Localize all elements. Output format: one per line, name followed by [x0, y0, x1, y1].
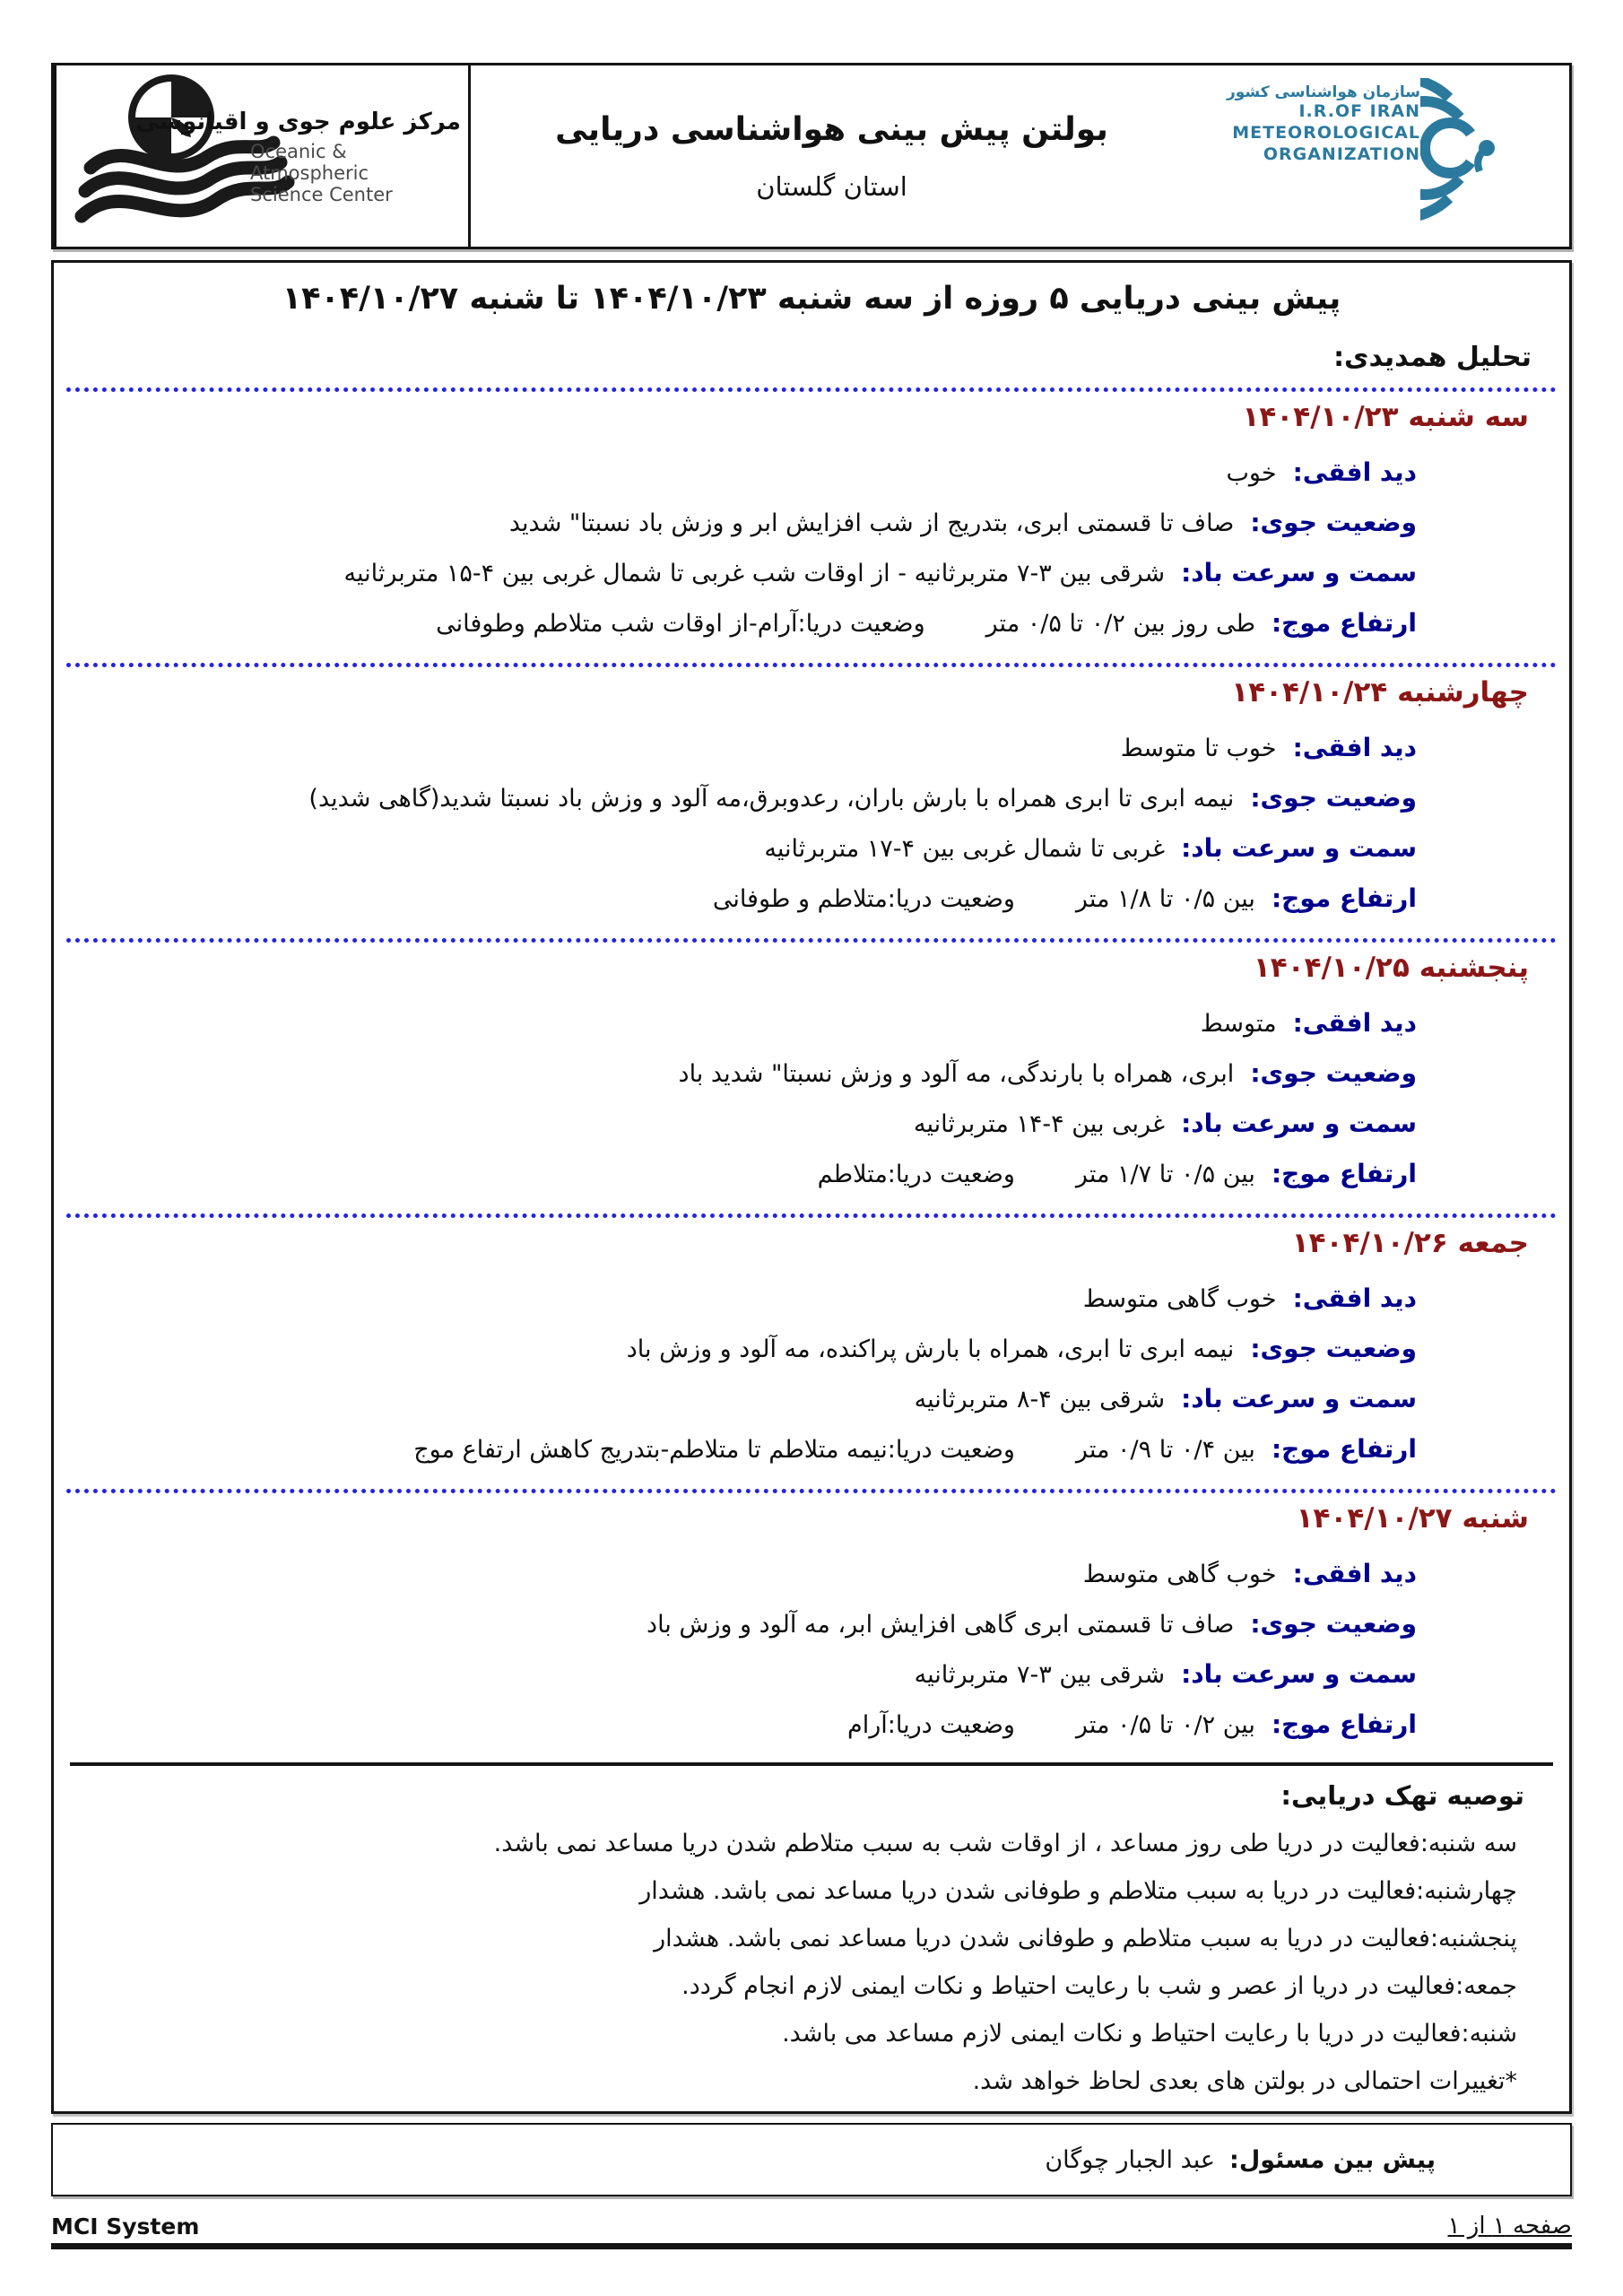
weather-label: وضعیت جوی:	[1250, 783, 1417, 813]
dotted-separator	[66, 938, 1557, 943]
imo-cell	[1193, 65, 1569, 247]
weather-row	[72, 1324, 1417, 1374]
visibility-row	[72, 723, 1417, 773]
wave-value: بین ۰/۵ تا ۱/۷ متر	[1075, 1161, 1255, 1188]
sea-state-value: وضعیت دریا:متلاطم و طوفانی	[712, 885, 1015, 913]
dotted-separator	[66, 1489, 1557, 1493]
forecaster-label: پیش بین مسئول:	[1229, 2145, 1436, 2174]
marine-advisory-heading: توصیه تهک دریایی:	[1280, 1780, 1524, 1811]
day-section-tuesday	[54, 401, 1569, 667]
wind-row	[72, 548, 1417, 598]
wave-row	[72, 598, 1417, 648]
visibility-value: خوب	[1226, 459, 1277, 487]
weather-row	[72, 1599, 1417, 1649]
oceanic-center-text	[135, 109, 461, 206]
weather-label: وضعیت جوی:	[1250, 1609, 1417, 1639]
day-rows	[72, 448, 1417, 648]
solid-separator	[70, 1762, 1553, 1766]
advisory-line: شنبه:فعالیت در دریا با رعایت احتیاط و نکات ایمنی لازم مساعد می باشد.	[782, 2020, 1517, 2048]
wave-row	[72, 874, 1417, 924]
wave-value: بین ۰/۴ تا ۰/۹ متر	[1075, 1436, 1255, 1464]
wind-label: سمت و سرعت باد:	[1181, 1109, 1417, 1138]
day-heading: جمعه ۱۴۰۴/۱۰/۲۶	[1291, 1227, 1529, 1259]
weather-value: ابری، همراه با بارندگی، مه آلود و وزش نسبتا" شدید باد	[678, 1060, 1235, 1088]
oceanic-center-name-fa: مرکز علوم جوی و اقیانوسی	[135, 109, 461, 135]
day-section-saturday	[54, 1502, 1569, 1750]
advisory-line: جمعه:فعالیت در دریا از عصر و شب با رعایت احتیاط و نکات ایمنی لازم انجام گردد.	[681, 1972, 1517, 2000]
weather-label: وضعیت جوی:	[1250, 508, 1417, 537]
day-heading: شنبه ۱۴۰۴/۱۰/۲۷	[1296, 1502, 1529, 1535]
wind-label: سمت و سرعت باد:	[1181, 1384, 1417, 1413]
dotted-separator	[66, 387, 1557, 392]
advisory-line: پنجشنبه:فعالیت در دریا به سبب متلاطم و طوفانی شدن دریا مساعد نمی باشد. هشدار	[654, 1925, 1517, 1952]
advisory-line: سه شنبه:فعالیت در دریا طی روز مساعد ، از اوقات شب به سبب متلاطم شدن دریا مساعد نمی باشد.	[493, 1830, 1517, 1857]
visibility-row	[72, 448, 1417, 498]
wind-row	[72, 1649, 1417, 1700]
day-rows	[72, 1549, 1417, 1750]
province-subtitle: استان گلستان	[756, 170, 907, 202]
wave-row	[72, 1424, 1417, 1474]
wave-row	[72, 1149, 1417, 1199]
page-number: صفحه ۱ از ۱	[1447, 2213, 1572, 2239]
forecaster-box	[51, 2123, 1572, 2196]
wind-value: شرقی بین ۴-۸ متربرثانیه	[914, 1386, 1166, 1413]
weather-row	[72, 498, 1417, 548]
wave-label: ارتفاع موج:	[1271, 608, 1417, 638]
visibility-row	[72, 1549, 1417, 1599]
day-rows	[72, 1274, 1417, 1474]
visibility-label: دید افقی:	[1292, 733, 1417, 762]
weather-value: صاف تا قسمتی ابری، بتدریج از شب افزایش ابر و وزش باد نسبتا" شدید	[508, 509, 1235, 537]
day-heading: پنجشنبه ۱۴۰۴/۱۰/۲۵	[1253, 952, 1529, 984]
imo-logo	[1227, 78, 1560, 247]
header-table	[51, 63, 1572, 249]
day-section-wednesday	[54, 676, 1569, 943]
advisory-note: *تغییرات احتمالی در بولتن های بعدی لحاظ خواهد شد.	[972, 2067, 1517, 2095]
advisory-line: چهارشنبه:فعالیت در دریا به سبب متلاطم و طوفانی شدن دریا مساعد نمی باشد. هشدار	[639, 1877, 1517, 1905]
wind-row	[72, 1374, 1417, 1424]
system-name: MCI System	[51, 2213, 200, 2239]
wave-value: بین ۰/۵ تا ۱/۸ متر	[1075, 885, 1255, 913]
visibility-value: خوب گاهی متوسط	[1082, 1285, 1277, 1313]
weather-value: نیمه ابری تا ابری، همراه با بارش پراکنده، مه آلود و وزش باد	[626, 1335, 1235, 1363]
visibility-value: خوب تا متوسط	[1120, 735, 1277, 762]
dotted-separator	[66, 663, 1557, 667]
visibility-label: دید افقی:	[1292, 1559, 1417, 1588]
wind-row	[72, 823, 1417, 874]
sea-state-value: وضعیت دریا:متلاطم	[817, 1161, 1015, 1188]
sea-state-value: وضعیت دریا:نیمه متلاطم تا متلاطم-بتدریج کاهش ارتفاع موج	[413, 1436, 1015, 1464]
wind-label: سمت و سرعت باد:	[1181, 558, 1417, 587]
wind-value: غربی تا شمال غربی بین ۴-۱۷ متربرثانیه	[764, 835, 1166, 863]
imo-logo-arcs-icon	[1420, 78, 1555, 247]
visibility-label: دید افقی:	[1292, 1283, 1417, 1313]
wave-label: ارتفاع موج:	[1271, 1159, 1417, 1188]
wave-value: بین ۰/۲ تا ۰/۵ متر	[1075, 1711, 1255, 1739]
visibility-label: دید افقی:	[1292, 1008, 1417, 1038]
wave-value: طی روز بین ۰/۲ تا ۰/۵ متر	[985, 610, 1255, 638]
oceanic-center-cell	[54, 65, 468, 247]
wave-label: ارتفاع موج:	[1271, 1709, 1417, 1739]
weather-value: صاف تا قسمتی ابری گاهی افزایش ابر، مه آلود و وزش باد	[647, 1611, 1235, 1639]
forecast-range-title: پیش بینی دریایی ۵ روزه از سه شنبه ۱۴۰۴/۱۰/۲۳ تا شنبه ۱۴۰۴/۱۰/۲۷	[282, 281, 1341, 317]
day-heading: سه شنبه ۱۴۰۴/۱۰/۲۳	[1242, 401, 1529, 433]
wind-value: شرقی بین ۳-۷ متربرثانیه	[914, 1661, 1166, 1689]
marine-advisory-lines	[72, 1820, 1517, 2105]
day-rows	[72, 723, 1417, 924]
weather-row	[72, 1048, 1417, 1099]
bulletin-title-cell	[468, 65, 1193, 247]
forecast-body	[51, 260, 1572, 2114]
visibility-row	[72, 1274, 1417, 1324]
wave-row	[72, 1700, 1417, 1750]
day-section-thursday	[54, 952, 1569, 1218]
wave-label: ارتفاع موج:	[1271, 1434, 1417, 1464]
sea-state-value: وضعیت دریا:آرام-از اوقات شب متلاطم وطوفانی	[436, 610, 925, 638]
wind-value: شرقی بین ۳-۷ متربرثانیه - از اوقات شب غربی تا شمال غربی بین ۴-۱۵ متربرثانیه	[343, 560, 1166, 587]
day-heading: چهارشنبه ۱۴۰۴/۱۰/۲۴	[1231, 676, 1529, 709]
wave-label: ارتفاع موج:	[1271, 883, 1417, 913]
bulletin-title: بولتن پیش بینی هواشناسی دریایی	[555, 110, 1108, 148]
weather-row	[72, 773, 1417, 823]
day-section-friday	[54, 1227, 1569, 1493]
bottom-rule	[51, 2243, 1572, 2249]
dotted-separator	[66, 1213, 1557, 1218]
visibility-value: متوسط	[1200, 1010, 1277, 1038]
visibility-label: دید افقی:	[1292, 457, 1417, 487]
wind-label: سمت و سرعت باد:	[1181, 833, 1417, 863]
sea-state-value: وضعیت دریا:آرام	[847, 1711, 1015, 1739]
wind-label: سمت و سرعت باد:	[1181, 1659, 1417, 1689]
weather-value: نیمه ابری تا ابری همراه با بارش باران، رعدوبرق،مه آلود و وزش باد نسبتا شدید(گاهی شدید)	[308, 785, 1235, 813]
wind-row	[72, 1099, 1417, 1149]
day-rows	[72, 998, 1417, 1199]
imo-logo-text: سازمان هواشناسی کشور I.R.OF IRAN METEOROLOGICAL ORGANIZATION	[1226, 83, 1420, 164]
weather-label: وضعیت جوی:	[1250, 1334, 1417, 1363]
bottom-bar	[51, 2213, 1572, 2239]
weather-label: وضعیت جوی:	[1250, 1058, 1417, 1088]
synoptic-analysis-label: تحلیل همدیدی:	[1333, 342, 1532, 373]
visibility-value: خوب گاهی متوسط	[1082, 1561, 1277, 1588]
visibility-row	[72, 998, 1417, 1048]
oceanic-center-name-en: Oceanic & Atmospheric Science Center	[250, 141, 393, 206]
forecaster-name: عبد الجبار چوگان	[1045, 2145, 1216, 2174]
wind-value: غربی بین ۴-۱۴ متربرثانیه	[913, 1110, 1166, 1138]
